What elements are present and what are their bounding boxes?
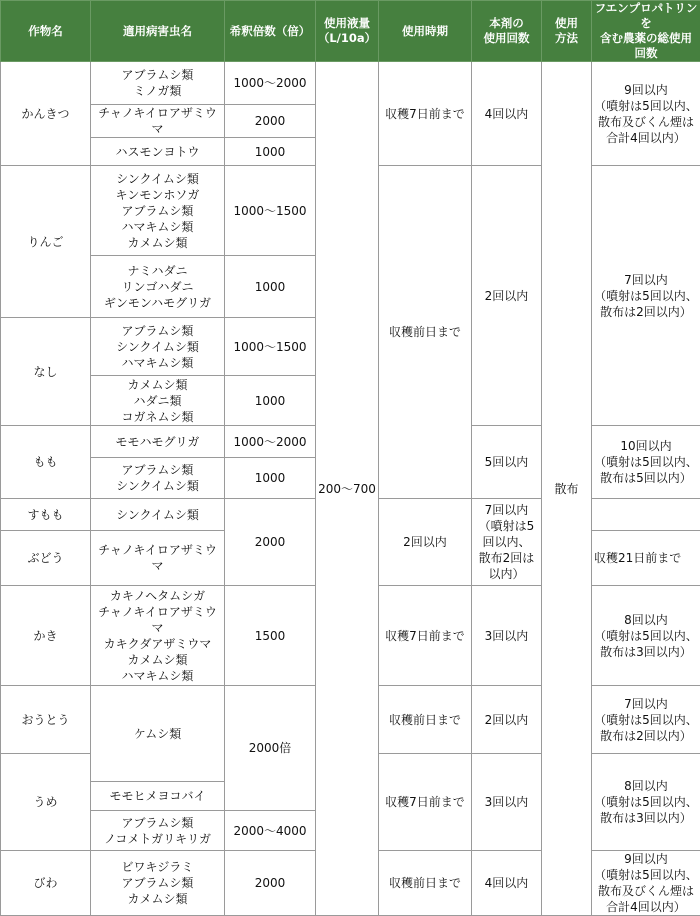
dilution-cell: 2000 [225,851,316,916]
pest-cell: チャノキイロアザミウマ [91,105,225,138]
pest-cell: カメムシ類 ハダニ類 コガネムシ類 [91,376,225,426]
dilution-cell: 1000～1500 [225,318,316,376]
dilution-cell: 2000 [225,105,316,138]
pest-cell: アブラムシ類 シンクイムシ類 [91,458,225,499]
header-crop: 作物名 [1,1,91,62]
timing-cell: 収穫7日前まで [379,62,472,166]
pest-cell: アブラムシ類 ノコメトガリキリガ [91,811,225,851]
header-timing: 使用時期 [379,1,472,62]
total-uses-cell: 9回以内 （噴射は5回以内、 散布及びくん煙は 合計4回以内） [592,62,700,166]
pest-cell: ビワキジラミ アブラムシ類 カメムシ類 [91,851,225,916]
pest-cell: チャノキイロアザミウマ [91,531,225,586]
dilution-cell: 2000～4000 [225,811,316,851]
total-uses-cell: 8回以内 （噴射は5回以内、 散布は3回以内） [592,754,700,851]
crop-cell: かき [1,586,91,686]
pest-cell: アブラムシ類 ミノガ類 [91,62,225,105]
total-uses-cell: 10回以内 （噴射は5回以内、 散布は5回以内） [592,426,700,499]
uses-cell: 2回以内 [472,166,542,426]
timing-cell: 収穫前日まで [379,686,472,754]
header-row [1,1,700,62]
pest-cell: アブラムシ類 シンクイムシ類 ハマキムシ類 [91,318,225,376]
uses-cell: 5回以内 [472,426,542,499]
volume-cell: 200～700 [316,62,379,916]
crop-cell: なし [1,318,91,426]
crop-cell: びわ [1,851,91,916]
dilution-cell: 1000～2000 [225,426,316,458]
uses-cell: 2回以内 [472,686,542,754]
header-method: 使用 方法 [542,1,592,62]
header-volume: 使用液量 （L/10a） [316,1,379,62]
crop-cell: かんきつ [1,62,91,166]
crop-cell: うめ [1,754,91,851]
table-row [1,62,700,105]
header-uses: 本剤の 使用回数 [472,1,542,62]
dilution-cell: 1000～2000 [225,62,316,105]
total-uses-cell: 7回以内 （噴射は5回以内、 散布は2回以内） [592,686,700,754]
crop-cell: すもも [1,499,91,531]
crop-cell: りんご [1,166,91,318]
dilution-cell: 1000 [225,256,316,318]
total-uses-cell: 7回以内 （噴射は5回以内、 散布は2回以内） [592,166,700,426]
dilution-cell: 1000 [225,458,316,499]
dilution-cell: 2000倍 [225,686,316,811]
pest-cell: モモヒメヨコバイ [91,782,225,811]
pest-cell: カキノヘタムシガ チャノキイロアザミウマ カキクダアザミウマ カメムシ類 ハマキムシ類 [91,586,225,686]
timing-cell: 収穫7日前まで [379,586,472,686]
uses-cell: 4回以内 [472,62,542,166]
header-total-uses: フエンプロパトリンを 含む農薬の総使用 回数 [592,1,700,62]
uses-cell: 3回以内 [472,754,542,851]
dilution-cell: 2000 [225,499,316,586]
pest-cell: ハスモンヨトウ [91,138,225,166]
crop-cell: ぶどう [1,531,91,586]
crop-cell: もも [1,426,91,499]
crop-cell: おうとう [1,686,91,754]
dilution-cell: 1000 [225,138,316,166]
dilution-cell: 1500 [225,586,316,686]
method-cell: 散布 [542,62,592,916]
header-pest: 適用病害虫名 [91,1,225,62]
timing-cell: 収穫前日まで [379,851,472,916]
uses-cell: 4回以内 [472,851,542,916]
total-uses-cell: 8回以内 （噴射は5回以内、 散布は3回以内） [592,586,700,686]
pest-cell: シンクイムシ類 キンモンホソガ アブラムシ類 ハマキムシ類 カメムシ類 [91,166,225,256]
dilution-cell: 1000 [225,376,316,426]
header-dilution: 希釈倍数（倍） [225,1,316,62]
pest-cell: ナミハダニ リンゴハダニ ギンモンハモグリガ [91,256,225,318]
total-uses-cell: 7回以内 （噴射は5回以内、 散布2回は以内） [472,499,542,586]
timing-cell: 収穫7日前まで [379,754,472,851]
pest-cell: モモハモグリガ [91,426,225,458]
pest-cell: ケムシ類 [91,686,225,782]
pest-cell: シンクイムシ類 [91,499,225,531]
uses-cell: 2回以内 [379,499,472,586]
uses-cell: 3回以内 [472,586,542,686]
timing-cell: 収穫21日前まで [592,531,700,586]
timing-cell: 収穫前日まで [379,166,472,499]
total-uses-cell: 9回以内 （噴射は5回以内、 散布及びくん煙は 合計4回以内） [592,851,700,916]
dilution-cell: 1000～1500 [225,166,316,256]
